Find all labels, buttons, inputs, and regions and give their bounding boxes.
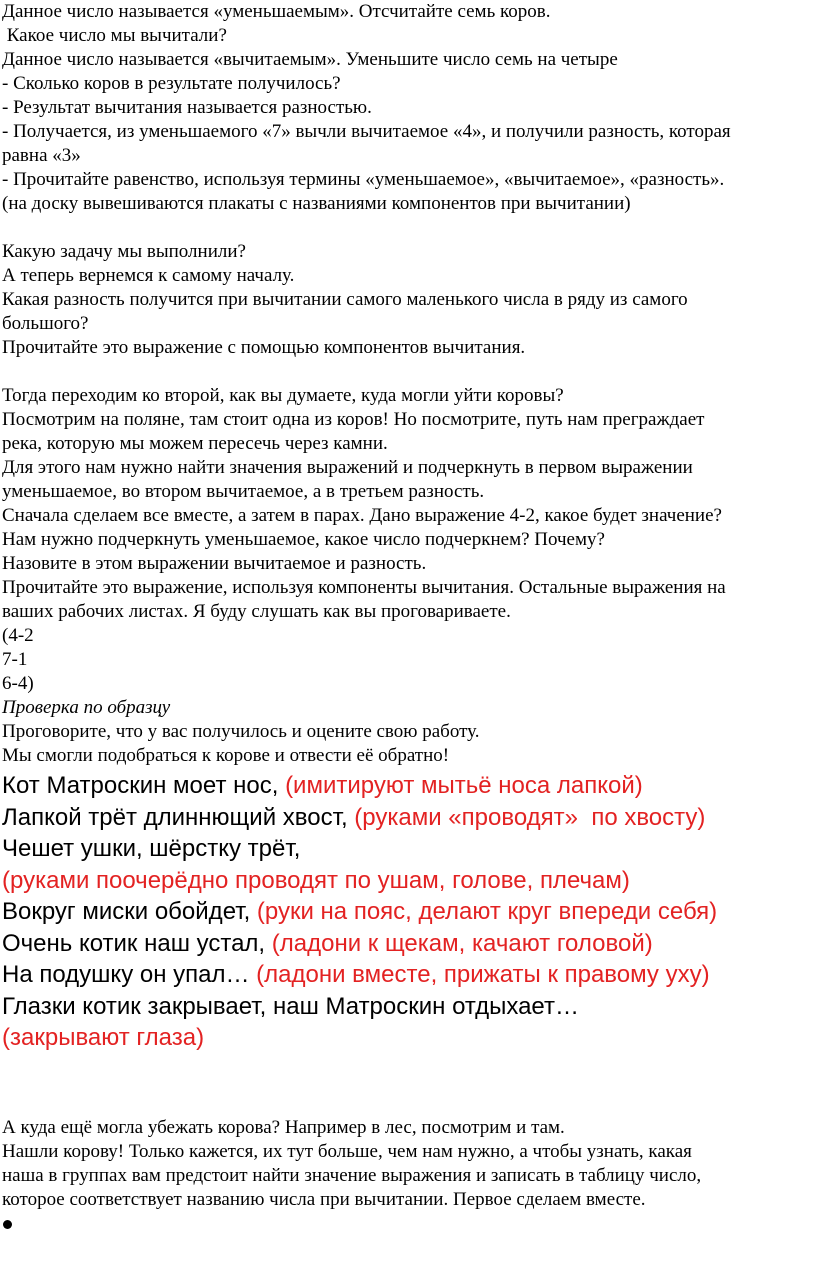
text-line: - Сколько коров в результате получилось? xyxy=(2,73,341,94)
stage-direction: (ладони к щекам, качают головой) xyxy=(271,929,653,957)
stage-direction: (руками «проводят» по хвосту) xyxy=(354,803,706,831)
text-line: река, которую мы можем пересечь через камни. xyxy=(2,433,388,454)
italic-heading: Проверка по образцу xyxy=(2,697,171,718)
stage-direction: (руки на пояс, делают круг впереди себя) xyxy=(256,898,718,925)
text-line: (на доску вывешиваются плакаты с названиями компонентов при вычитании) xyxy=(2,193,631,214)
text-line: ваших рабочих листах. Я буду слушать как вы проговариваете. xyxy=(2,601,511,622)
text-line: Тогда переходим ко второй, как вы думаете, куда могли уйти коровы? xyxy=(2,385,564,406)
text-line: - Прочитайте равенство, используя термины «уменьшаемое», «вычитаемое», «разность». xyxy=(2,169,725,190)
blank-line xyxy=(0,360,816,384)
text-line: Данное число называется «уменьшаемым». Отсчитайте семь коров. xyxy=(2,1,551,22)
poem-line xyxy=(0,896,816,928)
forest-block xyxy=(0,1116,816,1212)
poem-line xyxy=(0,865,816,897)
poem-line xyxy=(0,991,816,1023)
river-block xyxy=(0,384,816,768)
poem-line xyxy=(0,770,816,802)
text-line: наша в группах вам предстоит найти значение выражения и записать в таблицу число, xyxy=(2,1164,702,1186)
text-line: А теперь вернемся к самому началу. xyxy=(2,265,295,286)
poem-line xyxy=(0,833,816,865)
text-line: Данное число называется «вычитаемым». Уменьшите число семь на четыре xyxy=(2,49,618,70)
text-line: - Результат вычитания называется разностью. xyxy=(2,97,372,118)
task-block xyxy=(0,240,816,360)
stage-direction: (руками поочерёдно проводят по ушам, голове, плечам) xyxy=(2,866,630,894)
text-line: равна «3» xyxy=(2,145,81,166)
stage-direction: (имитируют мытьё носа лапкой) xyxy=(285,772,643,799)
text-line: Назовите в этом выражении вычитаемое и разность. xyxy=(2,553,427,574)
text-line: Мы смогли подобраться к корове и отвести её обратно! xyxy=(2,745,450,766)
poem-text: На подушку он упал… xyxy=(2,961,257,988)
text-line: Нам нужно подчеркнуть уменьшаемое, какое число подчеркнем? Почему? xyxy=(2,529,605,550)
text-line: А куда ещё могла убежать корова? Например в лес, посмотрим и там. xyxy=(2,1116,565,1138)
text-line: Проговорите, что у вас получилось и оцените свою работу. xyxy=(2,721,480,742)
text-line: большого? xyxy=(2,313,89,334)
stage-direction: (закрывают глаза) xyxy=(2,1024,205,1051)
poem-line xyxy=(0,959,816,991)
poem-line xyxy=(0,928,816,960)
poem-text: Очень котик наш устал, xyxy=(2,929,272,957)
text-line: Прочитайте это выражение, используя компоненты вычитания. Остальные выражения на xyxy=(2,577,726,598)
text-line: Посмотрим на поляне, там стоит одна из коров! Но посмотрите, путь нам преграждает xyxy=(2,409,705,430)
expression-line: 7-1 xyxy=(2,649,28,670)
expression-line: 6-4) xyxy=(2,673,34,694)
blank-space xyxy=(0,1054,816,1116)
poem-text: Вокруг миски обойдет, xyxy=(2,898,257,925)
text-line: Для этого нам нужно найти значения выражений и подчеркнуть в первом выражении xyxy=(2,457,693,478)
poem-line xyxy=(0,1022,816,1054)
text-line: Сначала сделаем все вместе, а затем в парах. Дано выражение 4-2, какое будет значение? xyxy=(2,505,722,526)
poem-text: Глазки котик закрывает, наш Матроскин отдыхает… xyxy=(2,992,579,1020)
text-line: Прочитайте это выражение с помощью компонентов вычитания. xyxy=(2,337,526,358)
text-line: Нашли корову! Только кажется, их тут больше, чем нам нужно, а чтобы узнать, какая xyxy=(2,1140,692,1162)
bullet-point xyxy=(0,1212,816,1236)
text-line: - Получается, из уменьшаемого «7» вычли вычитаемое «4», и получили разность, которая xyxy=(2,121,731,142)
poem-line xyxy=(0,802,816,834)
stage-direction: (ладони вместе, прижаты к правому уху) xyxy=(256,961,710,988)
poem-text: Кот Матроскин моет нос, xyxy=(2,772,286,799)
intro-block xyxy=(0,0,816,216)
poem-text: Чешет ушки, шёрстку трёт, xyxy=(2,835,301,862)
text-line: Какая разность получится при вычитании самого маленького числа в ряду из самого xyxy=(2,289,688,310)
expression-line: (4-2 xyxy=(2,625,34,646)
bullet-icon xyxy=(3,1220,12,1229)
text-line: Какую задачу мы выполнили? xyxy=(2,241,246,262)
blank-line xyxy=(0,216,816,240)
text-line: Какое число мы вычитали? xyxy=(2,25,227,46)
exercise-poem xyxy=(0,770,816,1054)
poem-text: Лапкой трёт длиннющий хвост, xyxy=(2,803,355,831)
text-line: которое соответствует названию числа при вычитании. Первое сделаем вместе. xyxy=(2,1188,646,1210)
text-line: уменьшаемое, во втором вычитаемое, а в третьем разность. xyxy=(2,481,485,502)
